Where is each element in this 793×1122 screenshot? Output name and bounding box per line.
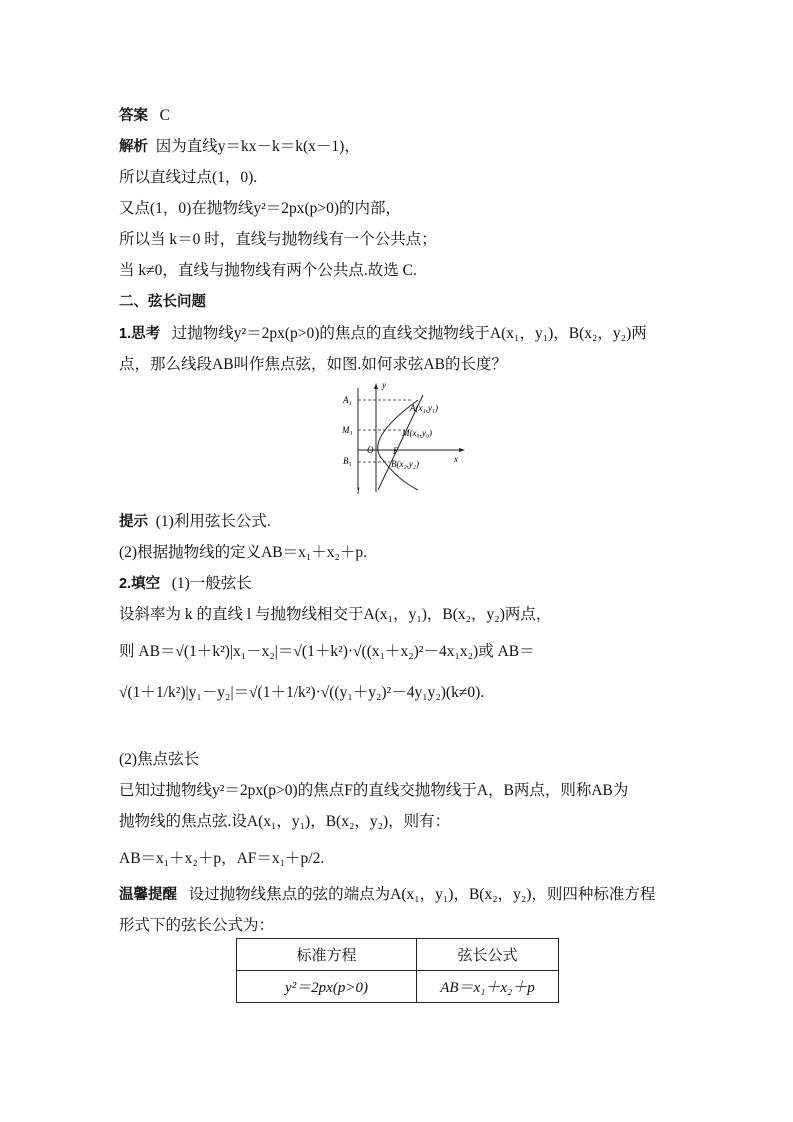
general-formula-1: 则 AB＝√(1＋k²)|x₁－x₂|＝√(1＋k²)·√((x₁＋x₂)²－4x₁x₂)或 AB＝ [119,643,535,660]
figure-label-f: F [393,446,399,456]
table-cell-equation: y²＝2px(p>0) [237,971,417,1003]
reminder-line-1 [119,882,655,904]
analysis-line-3: 所以当 k＝0 时，直线与抛物线有一个公共点； [119,231,437,248]
hint-text-1: (1)利用弦长公式. [155,513,271,530]
figure-label-l: l [357,486,360,496]
think-line-2: 点，那么线段AB叫作焦点弦，如图.如何求弦AB的长度？ [119,356,507,373]
hint-line-2: (2)根据抛物线的定义AB＝x₁＋x₂＋p. [119,544,368,561]
analysis-text: 因为直线y＝kx－k＝k(x－1)， [155,138,360,155]
think-line-1 [119,321,647,343]
think-label: 1.思考 [119,326,161,342]
reminder-line-2: 形式下的弦长公式为： [119,917,275,934]
general-intro: 设斜率为 k 的直线 l 与抛物线相交于A(x₁，y₁)，B(x₂，y₂)两点， [119,606,552,623]
table-cell-formula: AB＝x₁＋x₂＋p [417,971,559,1003]
figure-label-o: O [367,445,374,455]
analysis-line-2: 又点(1，0)在抛物线y²＝2px(p>0)的内部， [119,200,402,217]
fill-label: 2.填空 [119,576,161,592]
analysis-label: 解析 [119,139,148,155]
figure-label-a1: A₁ [343,395,352,405]
table-header-formula: 弦长公式 [417,939,559,971]
focal-line-1: 已知过抛物线y²＝2px(p>0)的焦点F的直线交抛物线于A，B两点，则称AB为 [119,782,629,799]
figure-label-m: M(x₀,y₀) [402,428,432,438]
parabola-figure [338,380,468,496]
fill-sub1: (1)一般弦长 [171,575,252,592]
figure-label-m1: M₁ [342,425,353,435]
table-row [237,971,559,1003]
fill-line [119,571,252,593]
figure-label-b1: B₁ [343,456,352,466]
answer-line [119,104,170,125]
figure-label-b: B(x₂,y₂) [391,459,419,469]
hint-line-1 [119,509,271,531]
answer-label: 答案 [119,108,148,124]
general-formula-2: √(1＋1/k²)|y₁－y₂|＝√(1＋1/k²)·√((y₁＋y₂)²－4y₁y₂)(k≠0). [119,684,485,701]
figure-label-y: y [382,380,386,390]
answer-value: C [159,107,170,124]
focal-line-2: 抛物线的焦点弦.设A(x₁，y₁)，B(x₂，y₂)，则有： [119,813,451,830]
hint-label: 提示 [119,514,148,530]
reminder-label: 温馨提醒 [119,887,177,903]
think-text: 过抛物线y²＝2px(p>0)的焦点的直线交抛物线于A(x₁，y₁)，B(x₂，y₂)两 [171,325,647,342]
analysis-line-1: 所以直线过点(1，0). [119,169,258,186]
focal-title: (2)焦点弦长 [119,751,200,768]
analysis-line [119,134,360,156]
focal-formula: AB＝x₁＋x₂＋p，AF＝x₁＋p/2. [119,850,325,867]
reminder-text: 设过抛物线焦点的弦的端点为A(x₁，y₁)，B(x₂，y₂)，则四种标准方程 [188,886,656,903]
section-heading: 二、弦长问题 [119,294,206,310]
figure-label-x: x [454,454,458,464]
analysis-line-4: 当 k≠0，直线与抛物线有两个公共点.故选 C. [119,262,417,279]
table-header-equation: 标准方程 [237,939,417,971]
formula-table [236,938,559,1003]
table-header-row [237,939,559,971]
figure-label-a: A(x₁,y₁) [410,403,438,413]
